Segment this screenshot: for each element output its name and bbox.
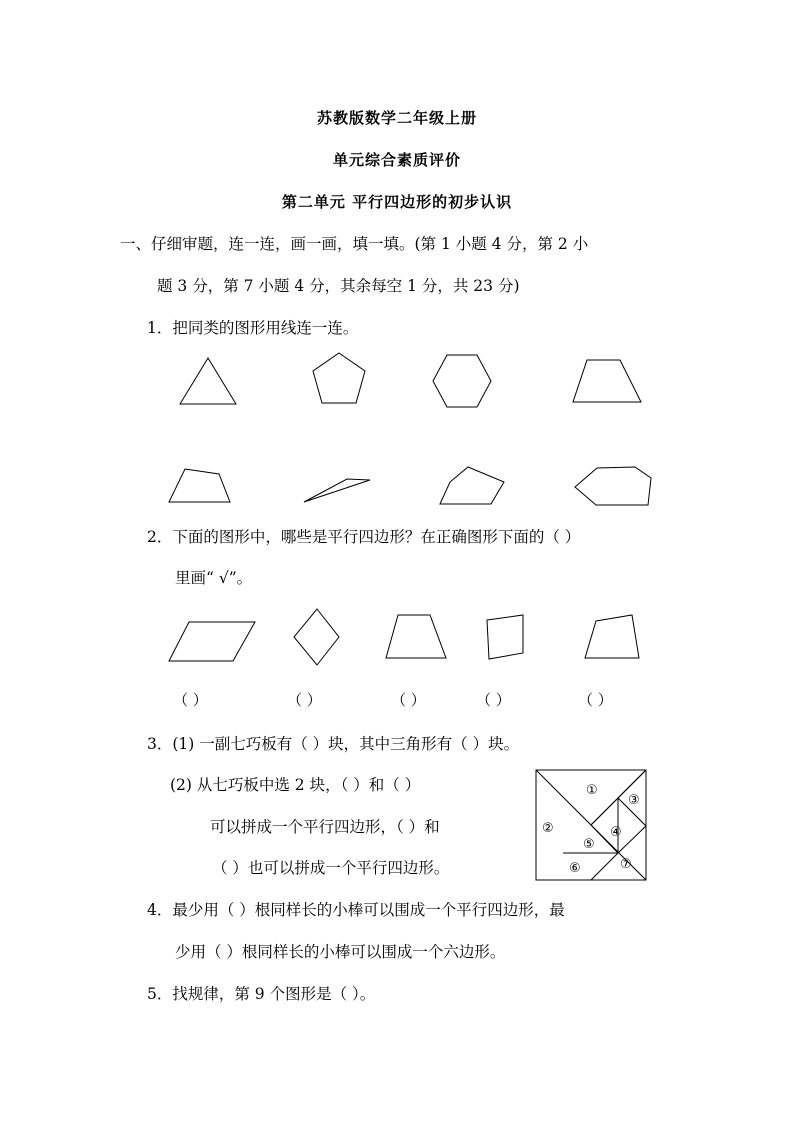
tangram-label-6: ⑥ [569,861,581,876]
tangram-label-7: ⑦ [620,857,632,872]
q2-parallelogram-small [487,615,523,659]
q2-parallelogram [169,622,255,661]
q2-rhombus [294,609,339,665]
page-subtitle: 单元综合素质评价 [332,151,461,169]
section1-heading-line2: 题 3 分，第 7 小题 4 分，其余每空 1 分，共 23 分) [157,277,520,295]
question-3-line3: 可以拼成一个平行四边形，（ ）和 [210,818,440,836]
q2-answer-blank-4[interactable]: （ ） [476,691,511,709]
q2-answer-blank-5[interactable]: （ ） [578,691,613,709]
page-title: 苏教版数学二年级上册 [316,109,477,127]
q2-answer-blank-1[interactable]: （ ） [173,691,208,709]
question-5-text: 5．找规律，第 9 个图形是（ ）。 [147,985,376,1003]
question-3-line1: 3．(1) 一副七巧板有（ ）块，其中三角形有（ ）块。 [147,735,520,753]
tangram-label-1: ① [586,783,598,798]
tangram-diagram [536,770,646,880]
question-2-line1: 2．下面的图形中，哪些是平行四边形？在正确图形下面的（ ） [147,528,581,546]
question-3-line4: （ ）也可以拼成一个平行四边形。 [212,859,450,877]
section1-heading-line1: 一、仔细审题，连一连，画一画，填一填。(第 1 小题 4 分，第 2 小 [120,235,589,253]
tangram-label-4: ④ [610,825,622,840]
question-4-line1: 4．最少用（ ）根同样长的小棒可以围成一个平行四边形，最 [147,901,565,919]
question-1-text: 1．把同类的图形用线连一连。 [147,319,359,337]
tangram-label-2: ② [542,821,554,836]
tangram-label-5: ⑤ [583,837,595,852]
q2-answer-blank-2[interactable]: （ ） [287,691,322,709]
tangram-label-3: ③ [628,793,640,808]
unit-title: 第二单元 平行四边形的初步认识 [281,193,513,211]
q2-answer-blank-3[interactable]: （ ） [391,691,426,709]
question-4-line2: 少用（ ）根同样长的小棒可以围成一个六边形。 [175,943,506,961]
question-3-line2: (2) 从七巧板中选 2 块，（ ）和（ ） [170,776,421,794]
q2-trapezoid [386,615,446,658]
question-2-line2: 里画“ √”。 [175,569,253,587]
q2-quadrilateral [585,615,639,658]
